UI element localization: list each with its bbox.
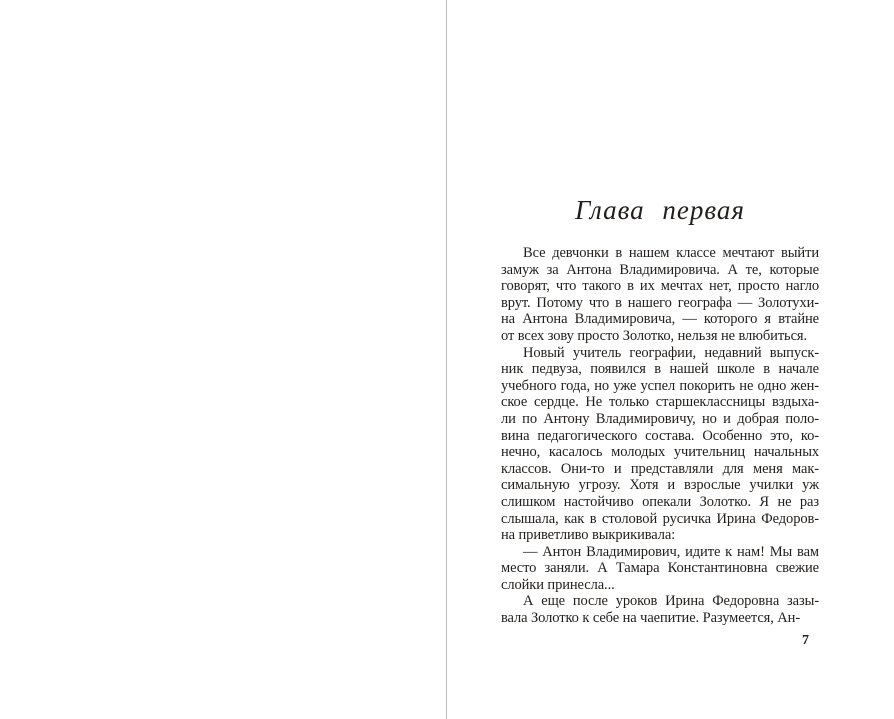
text-line: А еще после уроков Ирина Федоровна зазы-: [523, 593, 819, 610]
text-line: нечно, касалось молодых учительниц начальных: [501, 444, 819, 461]
text-line: от всех зову просто Золотко, нельзя не влюбиться.: [501, 327, 808, 344]
text-line: учебного года, но уже успел покорить не одно жен-: [501, 377, 819, 394]
text-line: на приветливо выкрикивала:: [501, 527, 676, 544]
text-line: слышала, как в столовой русичка Ирина Федоров-: [501, 510, 819, 527]
text-line: ское сердце. Не только старшеклассницы вздыха-: [501, 394, 819, 411]
text-line: врут. Потому что в нашего географа — Золотухи-: [501, 294, 819, 311]
right-page: [501, 0, 819, 719]
chapter-heading: Глава первая: [575, 195, 745, 225]
text-line: замуж за Антона Владимировича. А те, которые: [501, 261, 819, 278]
text-line: — Антон Владимирович, идите к нам! Мы вам: [523, 543, 819, 560]
page-number: 7: [802, 633, 809, 648]
text-line: вина педагогического состава. Особенно это, ко-: [501, 427, 819, 444]
page-gutter-divider: [446, 0, 447, 719]
text-line: вала Золотко к себе на чаепитие. Разумеется, Ан-: [501, 610, 801, 627]
text-line: ник педвуза, появился в нашей школе в начале: [501, 361, 819, 378]
text-line: на Антона Владимировича, — которого я втайне: [501, 311, 819, 328]
text-line: ли по Антону Владимировичу, но и добрая поло-: [501, 410, 819, 427]
left-page-blank: [0, 0, 446, 719]
text-line: место заняли. А Тамара Константиновна свежие: [501, 560, 819, 577]
text-line: классов. Они-то и представляли для меня мак-: [501, 460, 819, 477]
text-line: слишком настойчиво опекали Золотко. Я не раз: [501, 493, 819, 510]
body-text-block: [501, 245, 819, 627]
text-line: слойки принесла...: [501, 576, 615, 593]
text-line: Новый учитель географии, недавний выпуск-: [523, 344, 819, 361]
text-line: Все девчонки в нашем классе мечтают выйти: [523, 245, 819, 261]
text-line: симальную угрозу. Хотя и взрослые училки уж: [501, 477, 819, 494]
text-line: говорят, что такого в их мечтах нет, просто нагло: [501, 278, 819, 295]
